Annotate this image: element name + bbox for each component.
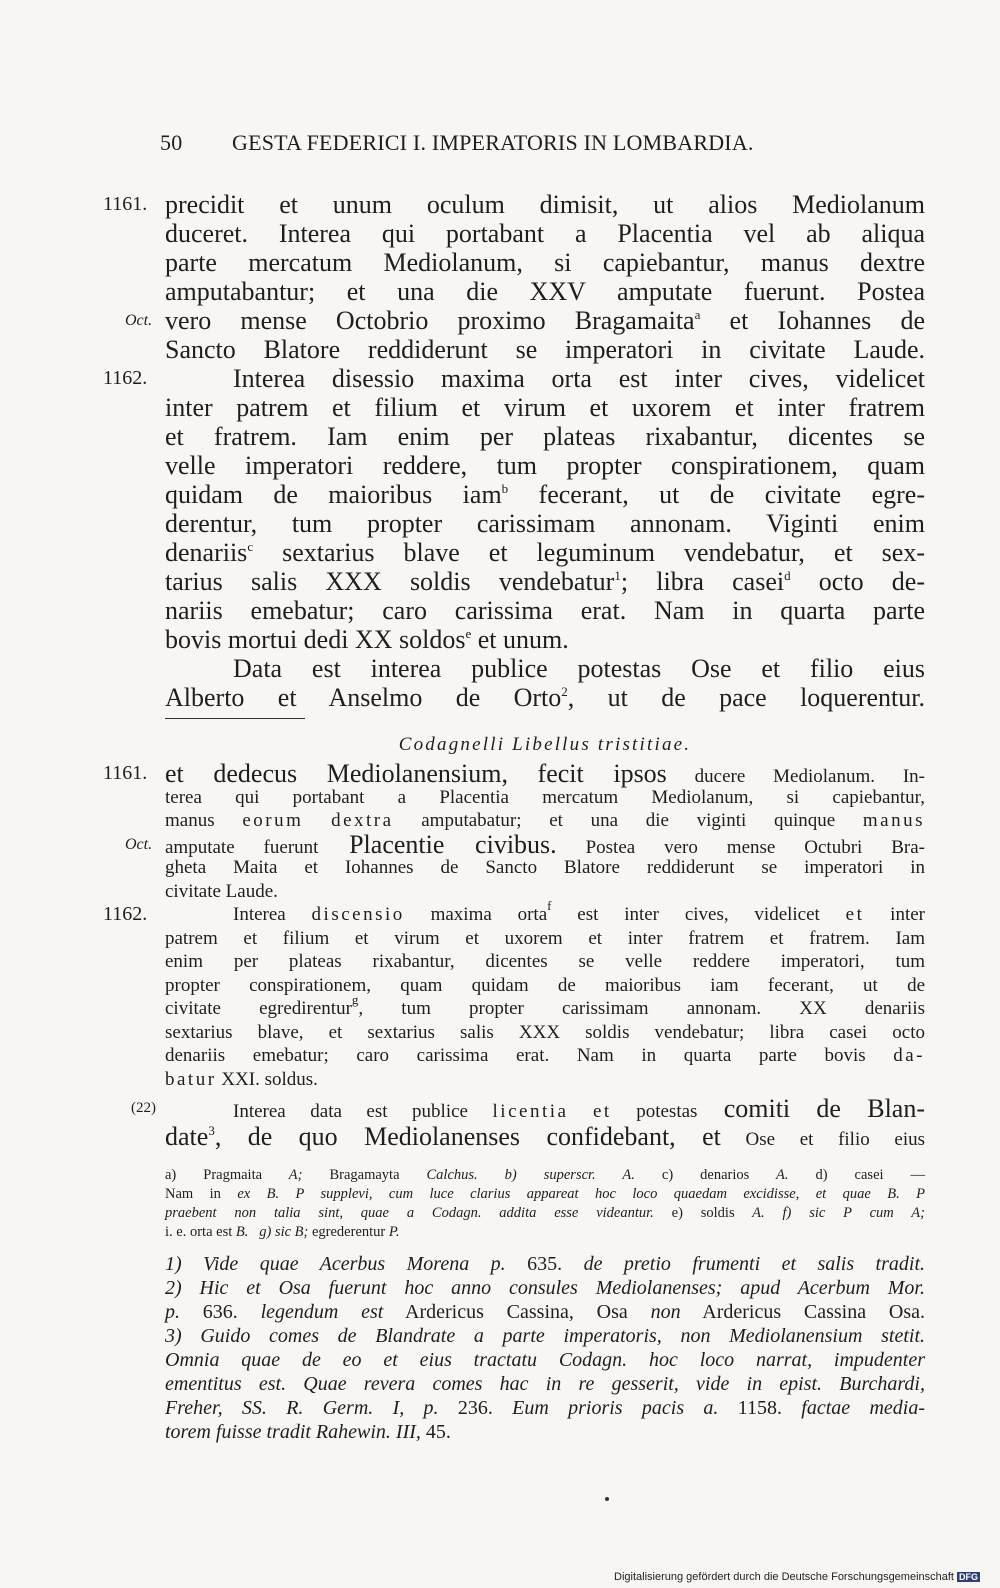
dfg-logo: DFG	[959, 1572, 978, 1582]
margin-year: 1161.	[103, 193, 148, 215]
text-line: civitate egredirentur$^g$, tum propter carissimam annonam. XX denariis	[165, 992, 925, 1019]
margin-year: 1162.	[103, 903, 148, 925]
text-line: enim per plateas rixabantur, dicentes se velle reddere imperatori, tum	[165, 951, 925, 972]
section-divider	[165, 718, 305, 719]
note-line: 1) Vide quae Acerbus Morena p. 635. de pretio frumenti et salis tradit.	[165, 1253, 926, 1275]
text-line: Sancto Blatore reddiderunt se imperatori in civitate Laude.	[165, 335, 925, 364]
running-title: GESTA FEDERICI I. IMPERATORIS IN LOMBARDIA.	[232, 130, 754, 155]
text-line: patrem et filium et virum et uxorem et inter fratrem et fratrem. Iam	[165, 927, 925, 949]
section-subheading: Codagnelli Libellus tristitiae.	[398, 734, 692, 755]
running-header	[160, 130, 860, 160]
note-line: 3) Guido comes de Blandrate a parte imperatoris, non Mediolanensium stetit.	[165, 1325, 925, 1347]
note-line: torem fuisse tradit Rahewin. III, 45.	[165, 1421, 451, 1443]
footnote-line: Nam in ex B. P supplevi, cum luce clarius appareat hoc loco quaedam excidisse, et quae B. P	[165, 1186, 925, 1202]
text-line: quidam de maioribus iam$^b$ fecerant, ut de civitate egre-	[165, 480, 925, 509]
text-line: 1161. precidit et unum oculum dimisit, ut alios Mediolanum	[103, 190, 925, 219]
margin-year: 1161.	[103, 762, 148, 784]
text-line: date$^3$, de quo Mediolanenses confidebant, et Ose et filio eius	[165, 1121, 925, 1151]
note-line: 2) Hic et Osa fuerunt hoc anno consules Mediolanenses; apud Acerbum Mor.	[165, 1277, 925, 1299]
text-line: batur XXI. soldus.	[165, 1068, 318, 1090]
note-line: Omnia quae de eo et eius tractatu Codagn. hoc loco narrat, impudenter	[165, 1349, 925, 1371]
page-dot	[605, 1497, 609, 1501]
note-line: ementitus est. Quae revera comes hac in re gesserit, vide in epist. Burchardi,	[165, 1373, 925, 1395]
margin-chapter: (22)	[131, 1100, 156, 1116]
page-number: 50	[160, 130, 183, 155]
text-line: sextarius blave, et sextarius salis XXX soldis vendebatur; libra casei octo	[165, 1021, 925, 1043]
text-line: inter patrem et filium et virum et uxorem et inter fratrem	[165, 393, 925, 422]
text-line: et fratrem. Iam enim per plateas rixabantur, dicentes se	[165, 422, 925, 451]
margin-year: 1162.	[103, 367, 148, 389]
text-line: gheta Maita et Iohannes de Sancto Blatore reddiderunt se imperatori in	[165, 857, 925, 878]
text-line: Alberto et Anselmo de Orto$^2$, ut de pace loquerentur.	[165, 683, 925, 712]
text-line: nariis emebatur; caro carissima erat. Nam in quarta parte	[165, 596, 925, 625]
footnote-line: i. e. orta est B. g) sic B; egrederentur P.	[165, 1224, 400, 1240]
text-line: bovis mortui dedi XX soldos$^e$ et unum.	[165, 625, 569, 654]
text-line: manus eorum dextra amputabatur; et una die viginti quinque manus	[165, 810, 925, 831]
text-line: 1162. Interea disessio maxima orta est inter cives, videlicet	[103, 364, 925, 393]
digitization-credit: Digitalisierung gefördert durch die Deutsche Forschungsgemeinschaft DFG	[614, 1571, 978, 1583]
critical-apparatus	[165, 1166, 925, 1242]
editor-notes	[165, 1252, 925, 1444]
text-line: amputabantur; et una die XXV amputate fuerunt. Postea	[165, 277, 925, 306]
margin-month: Oct.	[125, 312, 153, 329]
main-text	[103, 190, 925, 712]
text-line: terea qui portabant a Placentia mercatum Mediolanum, si capiebantur,	[165, 786, 925, 808]
footnote-line: a) Pragmaita A; Bragamayta Calchus. b) superscr. A. c) denarios A. d) casei —	[165, 1167, 926, 1183]
text-line: (22) Interea data est publice licentia et potestas comiti de Blan-	[131, 1094, 925, 1123]
text-line: Oct. vero mense Octobrio proximo Bragamaita$^a$ et Iohannes de	[125, 306, 925, 335]
text-line: denariis emebatur; caro carissima erat. Nam in quarta parte bovis da-	[165, 1045, 926, 1066]
footnote-line: praebent non talia sint, quae a Codagn. addita esse videantur. e) soldis A. f) sic P cum A;	[165, 1205, 925, 1221]
text-line: derentur, tum propter carissimam annonam. Viginti enim	[165, 509, 925, 538]
text-line: propter conspirationem, quam quidam de maioribus iam fecerant, ut de	[165, 974, 925, 996]
text-line: tarius salis XXX soldis vendebatur$^1$; libra casei$^d$ octo de-	[165, 567, 925, 596]
note-line: p. 636. legendum est Ardericus Cassina, Osa non Ardericus Cassina Osa.	[165, 1301, 926, 1323]
text-line: Data est interea publice potestas Ose et filio eius	[233, 654, 925, 683]
text-line: 1161. et dedecus Mediolanensium, fecit ipsos ducere Mediolanum. In-	[103, 759, 925, 788]
note-line: Freher, SS. R. Germ. I, p. 236. Eum prioris pacis a. 1158. factae media-	[165, 1397, 925, 1419]
text-line: duceret. Interea qui portabant a Placentia vel ab aliqua	[165, 219, 925, 248]
text-line: velle imperatori reddere, tum propter conspirationem, quam	[165, 451, 925, 480]
codagnelli-text	[103, 759, 926, 1151]
text-line: denariis$^c$ sextarius blave et leguminum vendebatur, et sex-	[165, 538, 925, 567]
text-line: 1162. Interea discensio maxima orta$^f$ est inter cives, videlicet et inter	[103, 898, 925, 925]
text-line: Oct. amputate fuerunt Placentie civibus. Postea vero mense Octubri Bra-	[125, 829, 925, 859]
text-line: civitate Laude.	[165, 880, 278, 902]
text-line: parte mercatum Mediolanum, si capiebantur, manus dextre	[165, 248, 925, 277]
margin-month: Oct.	[125, 835, 153, 853]
